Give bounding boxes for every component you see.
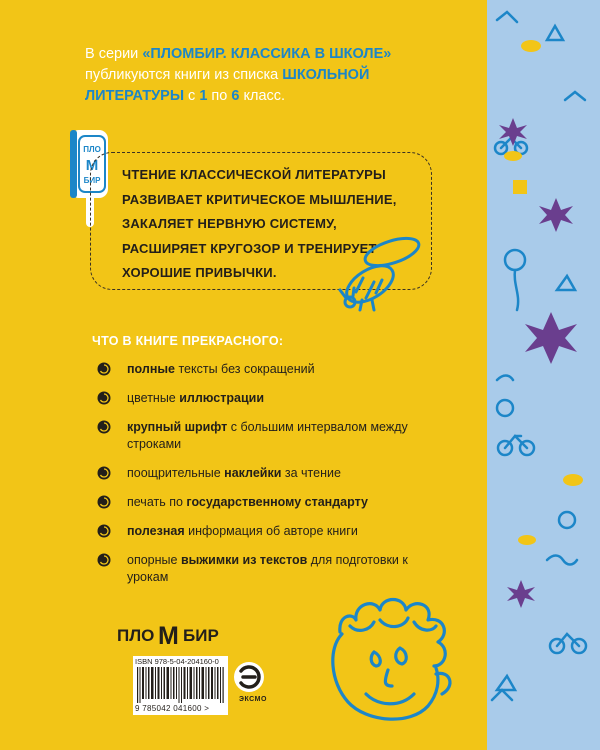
leaf-star-icon [525, 312, 577, 364]
isbn-number: ISBN 978-5-04-204160-0 [135, 657, 219, 666]
logo-text-m: М [158, 622, 179, 650]
feature-item [97, 361, 437, 378]
feature-bold: полные [127, 362, 175, 376]
publisher-name: ЭКСМО [239, 696, 267, 703]
series-intro [85, 44, 415, 107]
intro-text-1: В серии [85, 46, 143, 62]
logo-text-left: ПЛО [117, 626, 155, 645]
doodle-pattern [487, 0, 600, 750]
swirl-bullet-icon [97, 524, 111, 538]
pattern-stripe [487, 0, 600, 750]
swirl-bullet-icon [97, 391, 111, 405]
balloon-string-icon [515, 270, 518, 310]
bee-body-icon [563, 474, 583, 486]
triangle-icon [497, 676, 515, 690]
features-list [97, 361, 437, 595]
swirl-bullet-icon [97, 495, 111, 509]
feature-bold: полезная [127, 524, 185, 538]
intro-text-4: по [207, 88, 232, 104]
bee-body-icon [504, 151, 522, 161]
popsicle-label-2: М [85, 157, 99, 174]
feature-item [97, 390, 437, 407]
quote-line: ЧТЕНИЕ КЛАССИЧЕСКОЙ ЛИТЕРАТУРЫ [122, 167, 386, 182]
isbn-barcode [133, 656, 228, 715]
leaf-star-icon [507, 580, 535, 608]
feature-text: опорные [127, 553, 181, 567]
zigzag-icon [497, 12, 517, 22]
logo-text-right: БИР [183, 626, 219, 645]
intro-text-3: с [184, 88, 200, 104]
zigzag-icon [492, 690, 512, 700]
swirl-bullet-icon [97, 420, 111, 434]
quote-line: ЗАКАЛЯЕТ НЕРВНУЮ СИСТЕМУ, [122, 216, 337, 231]
feature-item [97, 552, 437, 586]
feature-text: цветные [127, 391, 180, 405]
squiggle-icon [497, 376, 513, 381]
pretzel-icon [559, 512, 575, 528]
feature-bold: наклейки [224, 466, 282, 480]
feature-bold: государственному стандарту [186, 495, 368, 509]
popsicle-label-1: ПЛО [83, 145, 101, 154]
eksmo-logo-icon [232, 660, 266, 694]
bee-icon [326, 230, 426, 312]
feature-item [97, 465, 437, 482]
quote-line: РАСШИРЯЕТ КРУГОЗОР И ТРЕНИРУЕТ [122, 240, 377, 256]
bee-body-icon [521, 40, 541, 52]
bee-body-icon [518, 535, 536, 545]
triangle-icon [557, 276, 575, 290]
intro-text-5: класс. [239, 88, 286, 104]
feature-bold: иллюстрации [179, 391, 265, 405]
grade-to: 6 [231, 88, 240, 104]
feature-text: для подготовки к урокам [127, 553, 408, 584]
triangle-icon [547, 26, 563, 40]
feature-item [97, 523, 437, 540]
feature-text: за чтение [281, 466, 341, 480]
zigzag-icon [565, 92, 585, 100]
feature-text: печать по [127, 495, 187, 509]
feature-bold: крупный шрифт [127, 420, 228, 434]
swirl-bullet-icon [97, 553, 111, 567]
series-name: «ПЛОМБИР. КЛАССИКА В ШКОЛЕ» [142, 46, 392, 62]
quote-line: РАЗВИВАЕТ КРИТИЧЕСКОЕ МЫШЛЕНИЕ, [122, 191, 397, 207]
feature-text: с большим интервалом между строками [127, 420, 408, 451]
face-doodle-icon [318, 590, 468, 740]
cheese-icon [513, 180, 527, 194]
feature-item [97, 494, 437, 511]
grade-from: 1 [199, 88, 208, 104]
school-literature-highlight: ШКОЛЬНОЙ ЛИТЕРАТУРЫ [85, 67, 370, 104]
feature-item [97, 419, 437, 453]
pretzel-icon [497, 400, 513, 416]
barcode-digits: 9 785042 041600 > [135, 704, 210, 713]
plombir-logo [117, 620, 257, 650]
feature-bold: выжимки из текстов [180, 553, 308, 567]
leaf-star-icon [539, 198, 573, 232]
swirl-bullet-icon [97, 362, 111, 376]
feature-text: поощрительные [127, 466, 225, 480]
quote-line: ХОРОШИЕ ПРИВЫЧКИ. [122, 265, 277, 280]
popsicle-label-3: БИР [83, 176, 101, 185]
features-heading: ЧТО В КНИГЕ ПРЕКРАСНОГО: [92, 334, 284, 348]
swirl-bullet-icon [97, 466, 111, 480]
squiggle-icon [547, 556, 577, 565]
barcode-icon [137, 667, 225, 703]
balloon-icon [505, 250, 525, 270]
feature-text: тексты без сокращений [175, 362, 315, 376]
feature-text: информация об авторе книги [184, 524, 358, 538]
intro-text-2: публикуются книги из списка [85, 67, 283, 83]
